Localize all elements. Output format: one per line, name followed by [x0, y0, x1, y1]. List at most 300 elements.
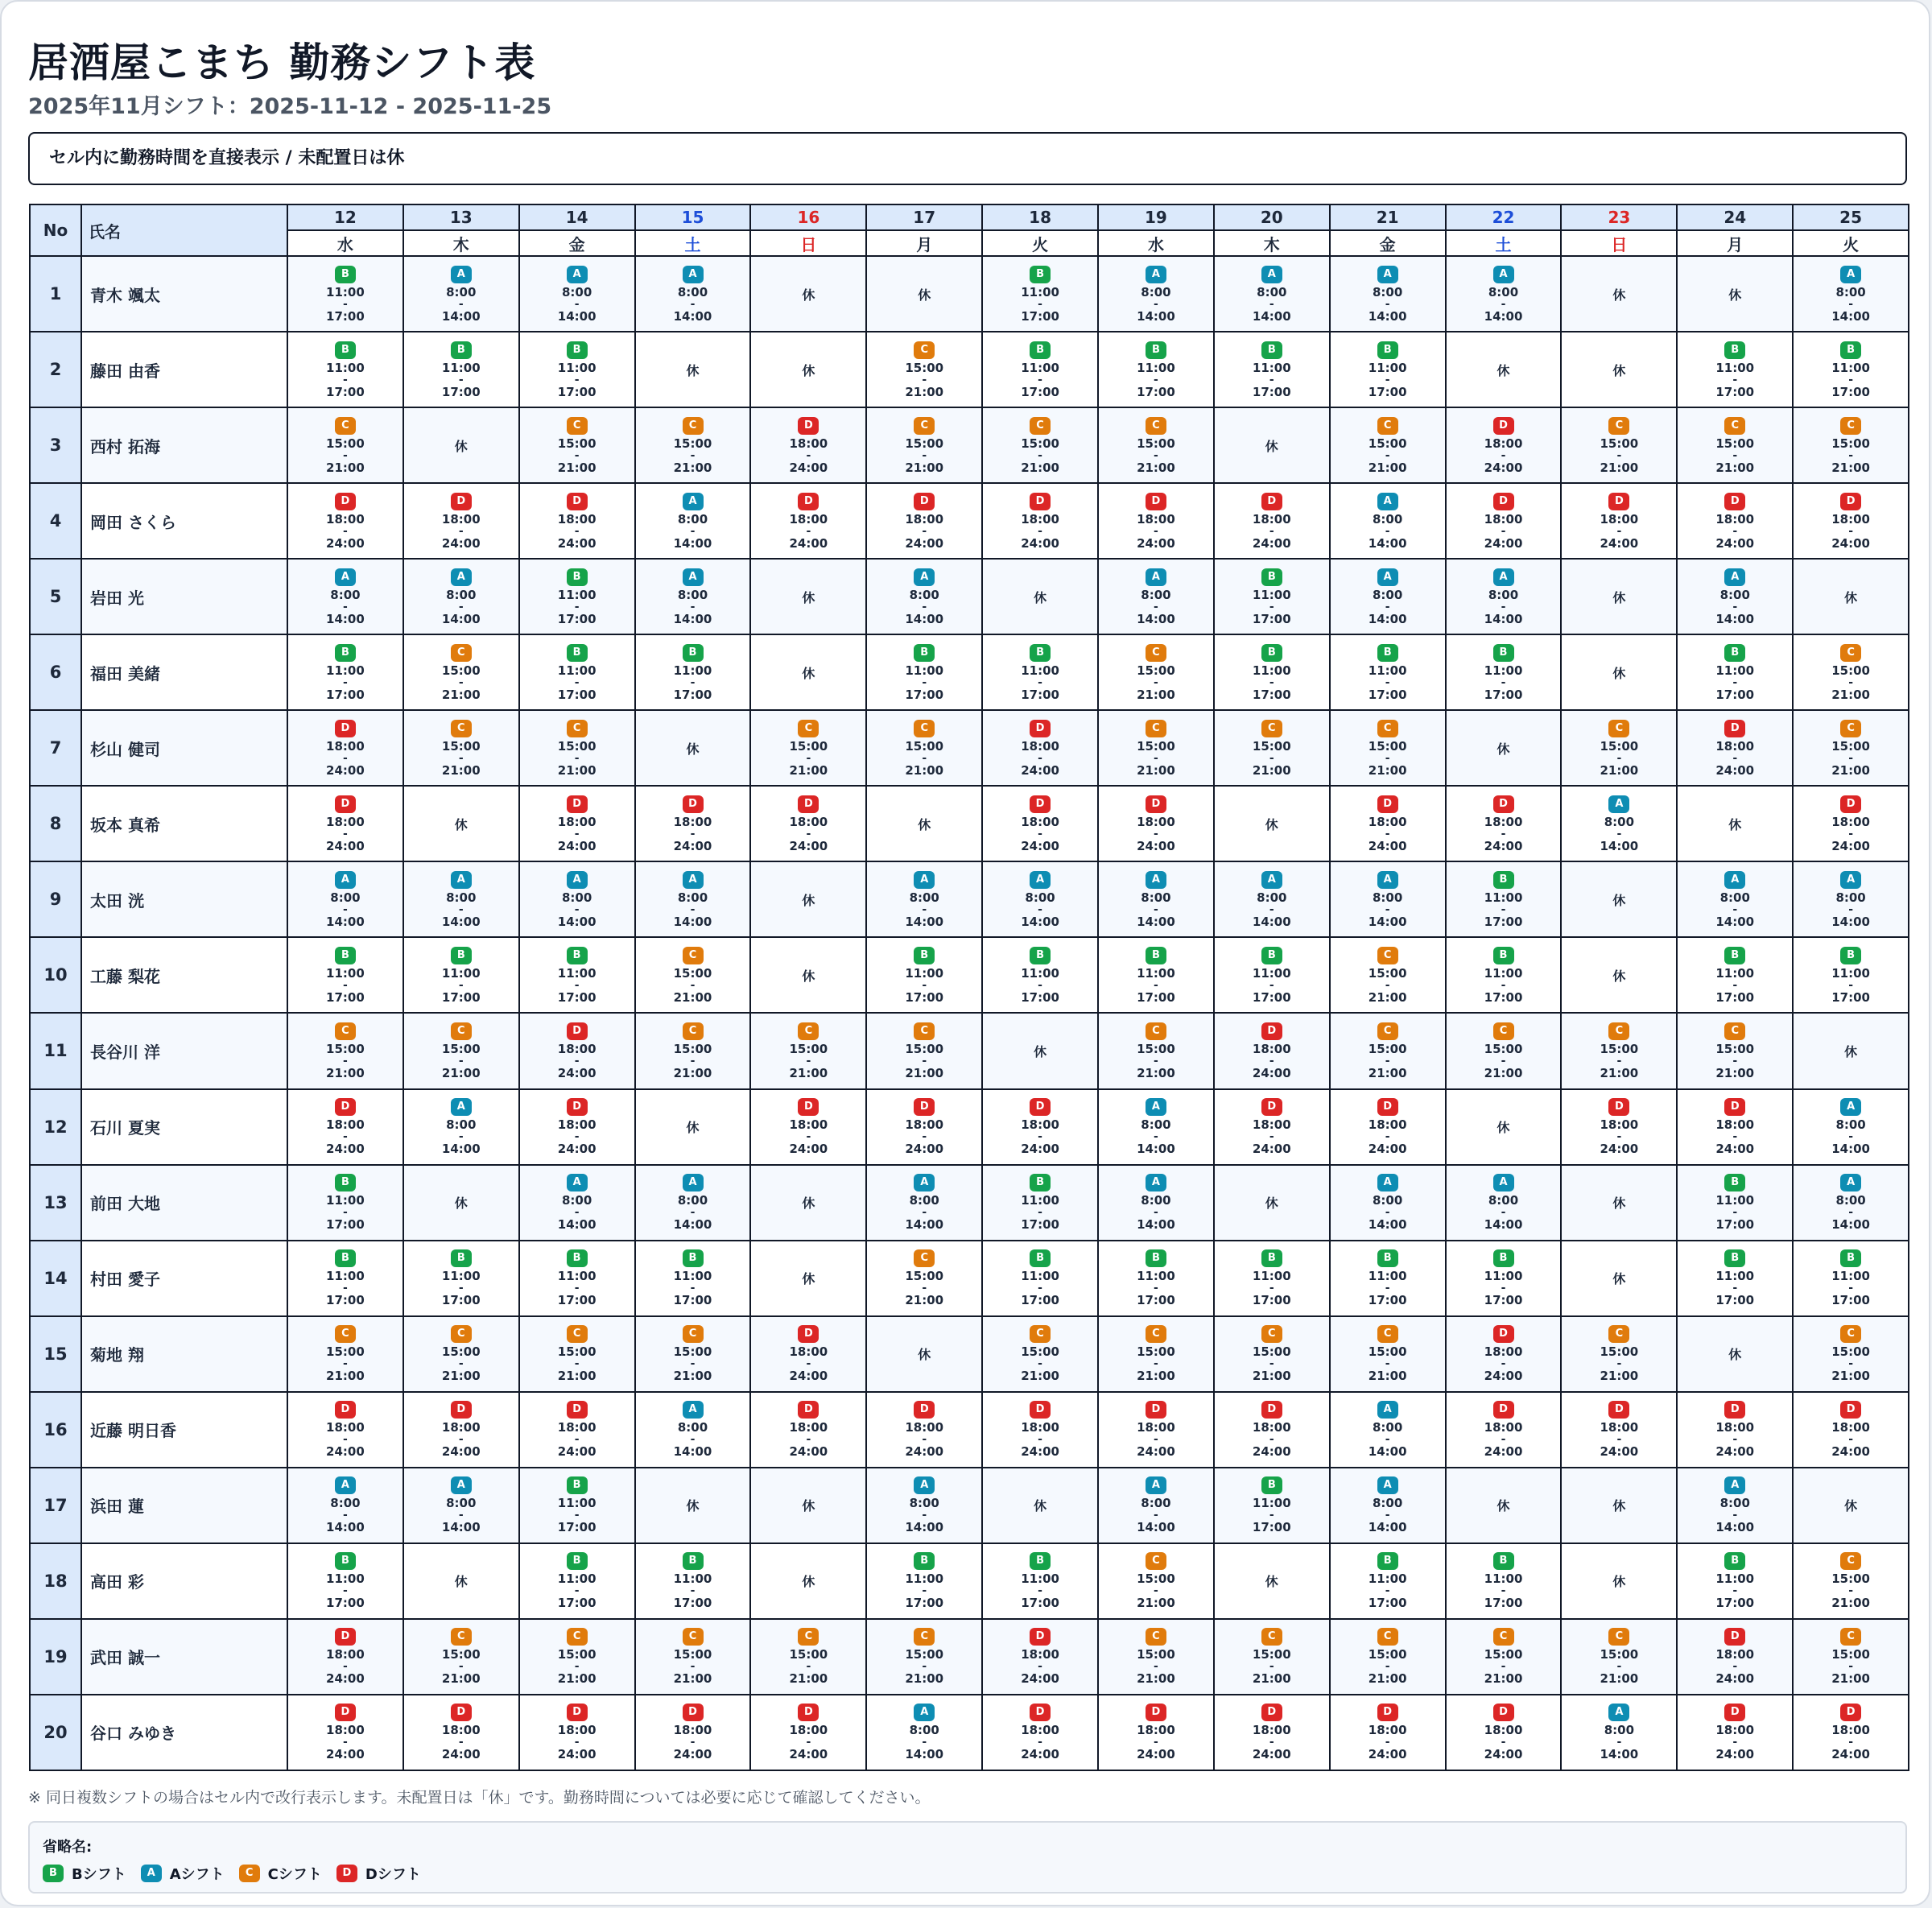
- shift-cell[interactable]: [287, 1241, 403, 1316]
- shift-cell[interactable]: [1677, 710, 1793, 786]
- shift-cell[interactable]: [1330, 634, 1446, 710]
- time-separator: -: [458, 978, 464, 992]
- shift-cell[interactable]: [403, 786, 519, 861]
- shift-cell[interactable]: [982, 332, 1098, 407]
- shift-cell[interactable]: [635, 634, 751, 710]
- shift-cell[interactable]: [982, 634, 1098, 710]
- shift-cell[interactable]: [1330, 1543, 1446, 1619]
- shift-cell[interactable]: [982, 1241, 1098, 1316]
- shift-cell[interactable]: [1214, 332, 1330, 407]
- shift-cell[interactable]: [403, 407, 519, 483]
- shift-cell[interactable]: [403, 937, 519, 1013]
- shift-cell[interactable]: [1793, 1165, 1909, 1241]
- shift-cell[interactable]: [1561, 1468, 1677, 1543]
- shift-cell[interactable]: [635, 710, 751, 786]
- shift-cell[interactable]: [287, 407, 403, 483]
- shift-cell[interactable]: [519, 634, 635, 710]
- shift-end-time: 14:00: [326, 914, 365, 929]
- shift-cell[interactable]: [1677, 786, 1793, 861]
- shift-cell[interactable]: [750, 1013, 866, 1088]
- shift-cell[interactable]: [1214, 256, 1330, 332]
- shift-cell[interactable]: [635, 937, 751, 1013]
- shift-cell[interactable]: [519, 1468, 635, 1543]
- shift-cell[interactable]: [750, 1241, 866, 1316]
- shift-badge-c: C: [1724, 1022, 1745, 1040]
- shift-cell[interactable]: [403, 710, 519, 786]
- shift-cell[interactable]: [1677, 1695, 1793, 1770]
- shift-cell[interactable]: [1793, 1316, 1909, 1392]
- shift-cell[interactable]: [750, 559, 866, 634]
- shift-cell[interactable]: [1446, 483, 1562, 559]
- shift-cell[interactable]: [750, 1316, 866, 1392]
- shift-cell[interactable]: [1330, 332, 1446, 407]
- shift-cell[interactable]: [866, 634, 982, 710]
- shift-cell[interactable]: [866, 483, 982, 559]
- shift-cell[interactable]: [1793, 1013, 1909, 1088]
- shift-cell[interactable]: [1330, 710, 1446, 786]
- shift-cell[interactable]: [1214, 1543, 1330, 1619]
- shift-cell[interactable]: [287, 332, 403, 407]
- shift-cell[interactable]: [1330, 1089, 1446, 1165]
- shift-cell[interactable]: [287, 710, 403, 786]
- shift-cell[interactable]: [1098, 483, 1214, 559]
- shift-cell[interactable]: [287, 559, 403, 634]
- shift-cell[interactable]: [403, 634, 519, 710]
- shift-cell[interactable]: [1677, 1241, 1793, 1316]
- shift-cell[interactable]: [519, 937, 635, 1013]
- shift-cell[interactable]: [1098, 559, 1214, 634]
- shift-cell[interactable]: [866, 559, 982, 634]
- shift-cell[interactable]: [1677, 332, 1793, 407]
- shift-cell[interactable]: [1330, 483, 1446, 559]
- shift-cell[interactable]: [1098, 1089, 1214, 1165]
- shift-cell[interactable]: [866, 1392, 982, 1468]
- shift-cell[interactable]: [635, 1241, 751, 1316]
- shift-cell[interactable]: [1330, 1013, 1446, 1088]
- shift-cell[interactable]: [287, 256, 403, 332]
- shift-cell[interactable]: [519, 1695, 635, 1770]
- shift-cell[interactable]: [750, 1089, 866, 1165]
- shift-cell[interactable]: [1677, 1392, 1793, 1468]
- shift-cell[interactable]: [287, 786, 403, 861]
- time-separator: -: [1732, 524, 1738, 538]
- shift-cell[interactable]: [287, 1468, 403, 1543]
- shift-cell[interactable]: [866, 861, 982, 937]
- shift-cell[interactable]: [1214, 407, 1330, 483]
- shift-cell[interactable]: [1793, 710, 1909, 786]
- time-separator: -: [1385, 1282, 1390, 1295]
- shift-cell[interactable]: [1330, 937, 1446, 1013]
- shift-end-time: 14:00: [1137, 1217, 1175, 1233]
- shift-cell[interactable]: [403, 332, 519, 407]
- shift-cell[interactable]: [519, 332, 635, 407]
- shift-cell[interactable]: [1561, 1013, 1677, 1088]
- shift-cell[interactable]: [1793, 407, 1909, 483]
- shift-cell[interactable]: [982, 1316, 1098, 1392]
- shift-cell[interactable]: [750, 937, 866, 1013]
- shift-cell[interactable]: [1446, 1392, 1562, 1468]
- shift-cell[interactable]: [1330, 256, 1446, 332]
- shift-cell[interactable]: [519, 1392, 635, 1468]
- shift-cell[interactable]: [1446, 256, 1562, 332]
- shift-cell[interactable]: [1446, 634, 1562, 710]
- shift-cell[interactable]: [982, 937, 1098, 1013]
- shift-cell[interactable]: [1793, 634, 1909, 710]
- shift-cell[interactable]: [866, 937, 982, 1013]
- shift-cell[interactable]: [750, 1619, 866, 1695]
- shift-cell[interactable]: [750, 786, 866, 861]
- shift-cell[interactable]: [1561, 1241, 1677, 1316]
- shift-cell[interactable]: [287, 861, 403, 937]
- shift-cell[interactable]: [287, 483, 403, 559]
- shift-cell[interactable]: [1561, 937, 1677, 1013]
- shift-cell[interactable]: [1677, 937, 1793, 1013]
- shift-cell[interactable]: [866, 1619, 982, 1695]
- shift-cell[interactable]: [403, 1619, 519, 1695]
- shift-start-time: 11:00: [1021, 1269, 1059, 1284]
- shift-cell[interactable]: [1793, 1619, 1909, 1695]
- shift-cell[interactable]: [1561, 634, 1677, 710]
- shift-cell[interactable]: [866, 256, 982, 332]
- shift-cell[interactable]: [1561, 786, 1677, 861]
- shift-cell[interactable]: [982, 407, 1098, 483]
- shift-cell[interactable]: [982, 710, 1098, 786]
- shift-cell[interactable]: [1098, 1468, 1214, 1543]
- shift-cell[interactable]: [1446, 1316, 1562, 1392]
- shift-cell[interactable]: [519, 483, 635, 559]
- shift-cell[interactable]: [403, 1468, 519, 1543]
- shift-cell[interactable]: [982, 483, 1098, 559]
- shift-cell[interactable]: [635, 1165, 751, 1241]
- shift-cell[interactable]: [750, 1695, 866, 1770]
- shift-cell[interactable]: [403, 1695, 519, 1770]
- shift-cell[interactable]: [1098, 861, 1214, 937]
- shift-cell[interactable]: [1677, 256, 1793, 332]
- shift-start-time: 11:00: [1021, 1571, 1059, 1587]
- shift-cell[interactable]: [982, 861, 1098, 937]
- shift-cell[interactable]: [1098, 407, 1214, 483]
- shift-cell[interactable]: [403, 1089, 519, 1165]
- shift-cell[interactable]: [1677, 1468, 1793, 1543]
- shift-cell[interactable]: [1098, 1013, 1214, 1088]
- shift-cell[interactable]: [866, 1089, 982, 1165]
- shift-cell[interactable]: [866, 710, 982, 786]
- shift-cell[interactable]: [750, 1392, 866, 1468]
- shift-cell[interactable]: [519, 1241, 635, 1316]
- shift-cell[interactable]: [403, 256, 519, 332]
- shift-cell[interactable]: [1330, 407, 1446, 483]
- shift-cell[interactable]: [1446, 1165, 1562, 1241]
- shift-cell[interactable]: [635, 786, 751, 861]
- shift-cell[interactable]: [1098, 1392, 1214, 1468]
- shift-cell[interactable]: [1561, 407, 1677, 483]
- shift-cell[interactable]: [1214, 1619, 1330, 1695]
- shift-cell[interactable]: [982, 1619, 1098, 1695]
- shift-cell[interactable]: [1330, 1468, 1446, 1543]
- shift-cell[interactable]: [982, 559, 1098, 634]
- shift-cell[interactable]: [403, 1241, 519, 1316]
- shift-cell[interactable]: [1561, 1543, 1677, 1619]
- shift-cell[interactable]: [635, 332, 751, 407]
- shift-cell[interactable]: [1098, 1316, 1214, 1392]
- shift-cell[interactable]: [1098, 710, 1214, 786]
- shift-cell[interactable]: [866, 1165, 982, 1241]
- shift-cell[interactable]: [1098, 1165, 1214, 1241]
- shift-cell[interactable]: [1793, 559, 1909, 634]
- shift-cell[interactable]: [1446, 1089, 1562, 1165]
- shift-cell[interactable]: [635, 483, 751, 559]
- shift-cell[interactable]: [403, 1013, 519, 1088]
- shift-cell[interactable]: [1677, 1089, 1793, 1165]
- shift-cell[interactable]: [519, 1165, 635, 1241]
- shift-cell[interactable]: [635, 407, 751, 483]
- shift-cell[interactable]: [1677, 1543, 1793, 1619]
- shift-cell[interactable]: [750, 1543, 866, 1619]
- shift-cell[interactable]: [1561, 1695, 1677, 1770]
- shift-cell[interactable]: [750, 256, 866, 332]
- shift-cell[interactable]: [1330, 559, 1446, 634]
- shift-cell[interactable]: [1561, 483, 1677, 559]
- shift-cell[interactable]: [1793, 861, 1909, 937]
- shift-cell[interactable]: [1446, 332, 1562, 407]
- shift-cell[interactable]: [1561, 1392, 1677, 1468]
- shift-cell[interactable]: [287, 937, 403, 1013]
- shift-cell[interactable]: [1561, 1165, 1677, 1241]
- shift-cell[interactable]: [287, 1013, 403, 1088]
- shift-cell[interactable]: [287, 1619, 403, 1695]
- shift-cell[interactable]: [287, 1695, 403, 1770]
- shift-cell[interactable]: [1561, 1316, 1677, 1392]
- shift-cell[interactable]: [750, 483, 866, 559]
- shift-end-time: 21:00: [441, 1065, 481, 1080]
- shift-cell[interactable]: [1677, 861, 1793, 937]
- shift-cell[interactable]: [519, 861, 635, 937]
- shift-cell[interactable]: [1330, 861, 1446, 937]
- shift-end-time: 17:00: [1252, 1520, 1291, 1535]
- shift-cell[interactable]: [1793, 1089, 1909, 1165]
- shift-cell[interactable]: [1446, 710, 1562, 786]
- shift-cell[interactable]: [1098, 332, 1214, 407]
- shift-cell[interactable]: [1446, 1695, 1562, 1770]
- shift-cell[interactable]: [287, 1089, 403, 1165]
- shift-cell[interactable]: [1446, 407, 1562, 483]
- shift-badge-d: D: [1030, 795, 1051, 813]
- shift-cell[interactable]: [1793, 1468, 1909, 1543]
- shift-cell[interactable]: [519, 786, 635, 861]
- shift-cell[interactable]: [403, 1316, 519, 1392]
- shift-cell[interactable]: [750, 332, 866, 407]
- shift-cell[interactable]: [1214, 1165, 1330, 1241]
- shift-cell[interactable]: [750, 710, 866, 786]
- shift-cell[interactable]: [519, 710, 635, 786]
- shift-cell[interactable]: [750, 1165, 866, 1241]
- shift-cell[interactable]: [1561, 332, 1677, 407]
- shift-cell[interactable]: [1214, 937, 1330, 1013]
- shift-cell[interactable]: [1446, 861, 1562, 937]
- shift-cell[interactable]: [519, 1619, 635, 1695]
- time-separator: -: [690, 978, 696, 992]
- shift-cell[interactable]: [287, 1543, 403, 1619]
- shift-cell[interactable]: [1214, 559, 1330, 634]
- shift-cell[interactable]: [1446, 1013, 1562, 1088]
- shift-badge-d: D: [1030, 1401, 1051, 1419]
- shift-cell[interactable]: [1793, 1543, 1909, 1619]
- shift-cell[interactable]: [635, 1089, 751, 1165]
- shift-cell[interactable]: [519, 559, 635, 634]
- shift-cell[interactable]: [750, 861, 866, 937]
- shift-cell[interactable]: [866, 1468, 982, 1543]
- shift-cell[interactable]: [1677, 407, 1793, 483]
- shift-cell[interactable]: [982, 1013, 1098, 1088]
- shift-cell[interactable]: [1098, 1543, 1214, 1619]
- shift-cell[interactable]: [982, 1468, 1098, 1543]
- shift-cell[interactable]: [1677, 483, 1793, 559]
- shift-cell[interactable]: [1561, 559, 1677, 634]
- shift-cell[interactable]: [1214, 1316, 1330, 1392]
- shift-cell[interactable]: [1446, 1619, 1562, 1695]
- shift-cell[interactable]: [866, 1316, 982, 1392]
- shift-cell[interactable]: [1677, 559, 1793, 634]
- time-separator: -: [1848, 524, 1853, 538]
- shift-cell[interactable]: [1330, 1316, 1446, 1392]
- shift-cell[interactable]: [287, 1165, 403, 1241]
- shift-cell[interactable]: [1446, 786, 1562, 861]
- shift-cell[interactable]: [1793, 483, 1909, 559]
- shift-cell[interactable]: [1677, 1316, 1793, 1392]
- shift-cell[interactable]: [1214, 710, 1330, 786]
- shift-cell[interactable]: [1330, 1392, 1446, 1468]
- shift-cell[interactable]: [1330, 1241, 1446, 1316]
- shift-cell[interactable]: [982, 1165, 1098, 1241]
- shift-cell[interactable]: [1793, 1392, 1909, 1468]
- shift-cell[interactable]: [1098, 786, 1214, 861]
- shift-cell[interactable]: [1561, 710, 1677, 786]
- shift-cell[interactable]: [1098, 634, 1214, 710]
- shift-cell[interactable]: [1677, 1619, 1793, 1695]
- shift-cell[interactable]: [519, 1013, 635, 1088]
- shift-cell[interactable]: [866, 332, 982, 407]
- shift-cell[interactable]: [519, 1089, 635, 1165]
- shift-cell[interactable]: [287, 634, 403, 710]
- shift-cell[interactable]: [403, 1165, 519, 1241]
- shift-cell[interactable]: [403, 861, 519, 937]
- shift-cell[interactable]: [1098, 937, 1214, 1013]
- shift-cell[interactable]: [1330, 1165, 1446, 1241]
- shift-cell[interactable]: [1561, 861, 1677, 937]
- shift-cell[interactable]: [403, 1392, 519, 1468]
- shift-cell[interactable]: [287, 1392, 403, 1468]
- shift-cell[interactable]: [1330, 1695, 1446, 1770]
- shift-cell[interactable]: [519, 407, 635, 483]
- shift-cell[interactable]: [635, 1316, 751, 1392]
- shift-cell[interactable]: [1214, 786, 1330, 861]
- shift-cell[interactable]: [1330, 1619, 1446, 1695]
- shift-cell[interactable]: [635, 256, 751, 332]
- shift-cell[interactable]: [1214, 1392, 1330, 1468]
- shift-cell[interactable]: [866, 786, 982, 861]
- shift-cell[interactable]: [1214, 634, 1330, 710]
- shift-cell[interactable]: [1793, 1695, 1909, 1770]
- shift-cell[interactable]: [866, 407, 982, 483]
- shift-cell[interactable]: [1677, 1165, 1793, 1241]
- shift-cell[interactable]: [1561, 1619, 1677, 1695]
- shift-cell[interactable]: [982, 1089, 1098, 1165]
- time-separator: -: [1848, 1736, 1853, 1749]
- shift-cell[interactable]: [1098, 1619, 1214, 1695]
- shift-cell[interactable]: [403, 483, 519, 559]
- shift-cell[interactable]: [519, 1543, 635, 1619]
- shift-cell[interactable]: [1098, 1695, 1214, 1770]
- shift-cell[interactable]: [866, 1013, 982, 1088]
- shift-cell[interactable]: [866, 1695, 982, 1770]
- shift-cell[interactable]: [982, 1695, 1098, 1770]
- shift-entry: [288, 266, 402, 323]
- shift-cell[interactable]: [1793, 937, 1909, 1013]
- shift-cell[interactable]: [866, 1543, 982, 1619]
- shift-cell[interactable]: [1098, 1241, 1214, 1316]
- shift-cell[interactable]: [1214, 1241, 1330, 1316]
- shift-cell[interactable]: [635, 1013, 751, 1088]
- shift-cell[interactable]: [866, 1241, 982, 1316]
- shift-badge-d: D: [914, 1401, 935, 1419]
- time-separator: -: [1385, 1054, 1390, 1068]
- shift-cell[interactable]: [982, 256, 1098, 332]
- shift-cell[interactable]: [635, 1695, 751, 1770]
- shift-cell[interactable]: [750, 1468, 866, 1543]
- shift-cell[interactable]: [1793, 256, 1909, 332]
- shift-cell[interactable]: [635, 1619, 751, 1695]
- shift-cell[interactable]: [1446, 1543, 1562, 1619]
- shift-cell[interactable]: [1214, 1013, 1330, 1088]
- shift-cell[interactable]: [1214, 1089, 1330, 1165]
- shift-cell[interactable]: [635, 1468, 751, 1543]
- shift-cell[interactable]: [519, 1316, 635, 1392]
- shift-cell[interactable]: [1677, 1013, 1793, 1088]
- shift-cell[interactable]: [635, 861, 751, 937]
- shift-cell[interactable]: [1330, 786, 1446, 861]
- shift-cell[interactable]: [1214, 483, 1330, 559]
- shift-cell[interactable]: [1793, 332, 1909, 407]
- shift-cell[interactable]: [1561, 256, 1677, 332]
- shift-cell[interactable]: [1446, 559, 1562, 634]
- shift-cell[interactable]: [635, 559, 751, 634]
- shift-cell[interactable]: [1677, 634, 1793, 710]
- shift-cell[interactable]: [750, 634, 866, 710]
- shift-cell[interactable]: [1098, 256, 1214, 332]
- shift-cell[interactable]: [982, 1543, 1098, 1619]
- shift-cell[interactable]: [1446, 937, 1562, 1013]
- shift-cell[interactable]: [635, 1392, 751, 1468]
- shift-cell[interactable]: [1214, 861, 1330, 937]
- shift-cell[interactable]: [287, 1316, 403, 1392]
- shift-cell[interactable]: [1793, 786, 1909, 861]
- shift-cell[interactable]: [1793, 1241, 1909, 1316]
- shift-cell[interactable]: [1214, 1695, 1330, 1770]
- shift-cell[interactable]: [403, 559, 519, 634]
- shift-cell[interactable]: [519, 256, 635, 332]
- shift-entry: [867, 1098, 981, 1155]
- shift-entry: [1678, 1174, 1792, 1231]
- shift-cell[interactable]: [982, 786, 1098, 861]
- shift-cell[interactable]: [1446, 1241, 1562, 1316]
- shift-cell[interactable]: [635, 1543, 751, 1619]
- shift-cell[interactable]: [1561, 1089, 1677, 1165]
- shift-cell[interactable]: [1446, 1468, 1562, 1543]
- shift-cell[interactable]: [403, 1543, 519, 1619]
- shift-cell[interactable]: [750, 407, 866, 483]
- shift-cell[interactable]: [982, 1392, 1098, 1468]
- shift-cell[interactable]: [1214, 1468, 1330, 1543]
